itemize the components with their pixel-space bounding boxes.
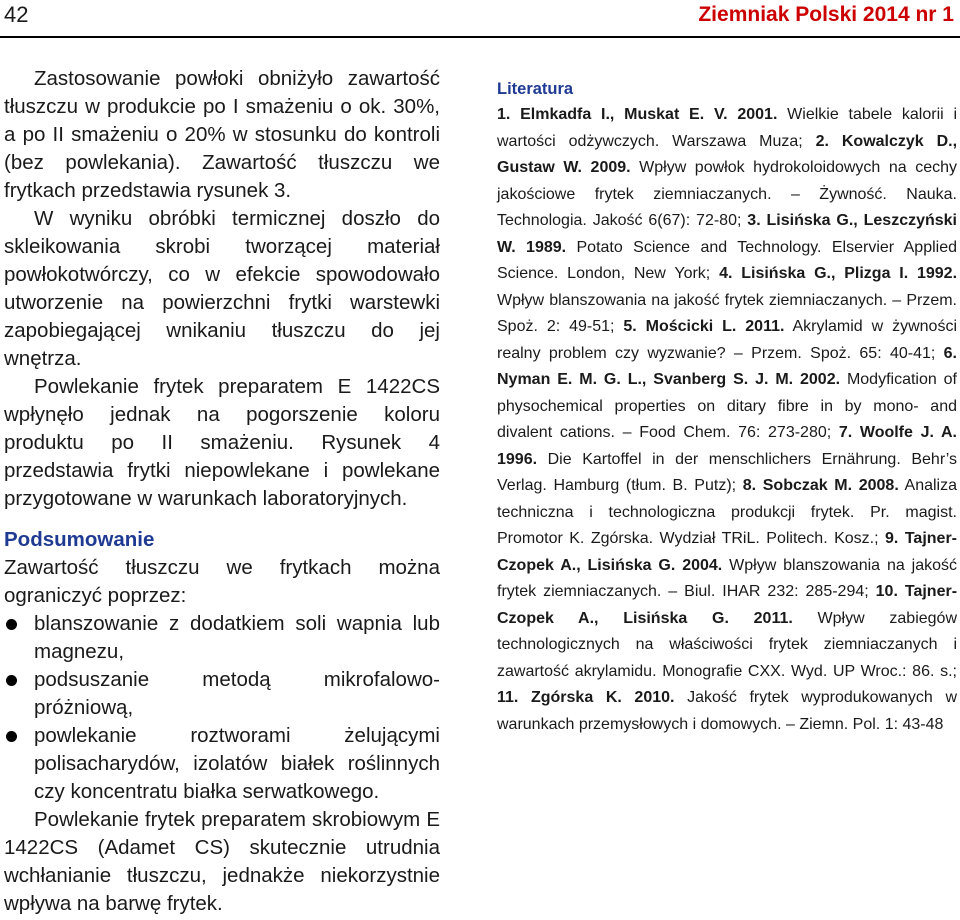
reference-text: Akrylamid w żywności realny problem czy wyzwanie? – Przem. Spoż. 65: 40-41; (497, 318, 957, 362)
reference-text: Wielkie tabele kalorii i wartości odżywczych. Warszawa Muza; (497, 106, 957, 150)
reference-author: Kowalczyk D., Gustaw W. 2009. (497, 132, 958, 176)
reference-text: Wpływ blanszowania na jakość frytek ziemniaczanych. – Przem. Spoż. 2: 49-51; (497, 291, 957, 335)
reference-author: Tajner-Czopek A., Lisińska G. 2004. (497, 530, 957, 574)
reference-number: 2. (815, 132, 842, 150)
reference-number: 3. (747, 212, 767, 229)
bullet-text: powlekanie roztworami żelującymi polisacharydów, izolatów białek roślinnych czy koncentratu białka serwatkowego. (34, 724, 440, 803)
reference-author: Lisińska G., Plizga I. 1992. (741, 265, 958, 282)
reference-author: Lisińska G., Leszczyński W. 1989. (497, 212, 958, 256)
list-item (4, 666, 440, 722)
page-number: 42 (4, 2, 29, 27)
reference-number: 10. (875, 583, 905, 600)
bullet-text: podsuszanie metodą mikrofalowo-próżniową, (34, 668, 440, 719)
reference-author: Woolfe J. A. 1996. (497, 424, 957, 468)
bullet-icon (6, 619, 17, 630)
reference-number: 1. (497, 106, 521, 123)
reference-number: 6. (943, 344, 957, 362)
summary-bullet-list (4, 610, 440, 806)
reference-number: 9. (885, 530, 905, 547)
list-item (4, 610, 440, 666)
paragraph-fat-content: Zastosowanie powłoki obniżyło zawartość tłuszczu w produkcie po I smażeniu o ok. 30%, a po II smażeniu o 20% w stosunku do kontroli (bez powlekania). Zawartość tłuszczu we frytkach przedstawia rysunek 3. (4, 67, 440, 202)
reference-author: Tajner-Czopek A., Lisińska G. 2011. (497, 583, 958, 627)
paragraph-conclusion: Powlekanie frytek preparatem skrobiowym E 1422CS (Adamet CS) skutecznie utrudnia wchłanianie tłuszczu, jednakże niekorzystnie wpływa na barwę frytek. (4, 808, 440, 915)
reference-author: Mościcki L. 2011. (645, 318, 785, 335)
header-rule (0, 36, 960, 38)
reference-text: Analiza techniczna i technologiczna produkcji frytek. Pr. magist. Promotor K. Zgórska. Wydział TRiL. Politech. Kosz.; (497, 477, 958, 547)
reference-number: 8. (742, 477, 763, 494)
literature-column (497, 76, 957, 738)
reference-item (497, 689, 957, 733)
reference-text: Potato Science and Technology. Elservier Applied Science. London, New York; (497, 238, 958, 282)
reference-list (497, 102, 957, 738)
reference-number: 7. (838, 424, 860, 441)
reference-text: Jakość frytek wyprodukowanych w warunkach przemysłowych i domowych. – Ziemn. Pol. 1: 43-48 (497, 689, 957, 733)
journal-title: Ziemniak Polski 2014 nr 1 (698, 3, 954, 26)
literature-heading: Literatura (497, 80, 574, 98)
reference-author: Elmkadfa I., Muskat E. V. 2001. (520, 106, 778, 123)
page-header (0, 0, 960, 40)
paragraph-heat-treatment: W wyniku obróbki termicznej doszło do skleikowania skrobi tworzącej materiał powłokotwórczy, co w efekcie spowodowało utworzenie na powierzchni frytki warstewki zapobiegającej wnikaniu tłuszczu do jej wnętrza. (4, 207, 440, 370)
reference-number: 5. (623, 318, 646, 335)
reference-text: Die Kartoffel in der menschlichers Ernährung. Behr’s Verlag. Hamburg (tłum. B. Putz); (497, 450, 957, 494)
list-item (4, 722, 440, 806)
bullet-icon (6, 675, 17, 686)
reference-text: Wpływ zabiegów technologicznych na właściwości frytek ziemniaczanych i zawartość akrylamidu. Monografie CXX. Wyd. UP Wroc.: 86. s.; (497, 609, 957, 680)
paragraph-coating-color: Powlekanie frytek preparatem E 1422CS wpłynęło jednak na pogorszenie koloru produktu po II smażeniu. Rysunek 4 przedstawia frytki niepowlekane i powlekane przygotowane w warunkach laboratoryjnych. (4, 375, 440, 510)
left-column (4, 65, 440, 918)
reference-text: Wpływ blanszowania na jakość frytek ziemniaczanych. – Biul. IHAR 232: 285-294; (497, 556, 957, 600)
reference-author: Nyman E. M. G. L., Svanberg S. J. M. 2002. (497, 371, 841, 388)
reference-number: 4. (719, 265, 742, 282)
reference-text: Wpływ powłok hydrokoloidowych na cechy jakościowe frytek ziemniaczanych. – Żywność. Nauka. Technologia. Jakość 6(67): 72-80; (497, 159, 957, 229)
reference-author: Zgórska K. 2010. (530, 689, 675, 706)
summary-intro: Zawartość tłuszczu we frytkach można ograniczyć poprzez: (4, 556, 440, 607)
reference-text: Modyfication of physochemical properties on ditary fibre in by mono- and divalent cations. – Food Chem. 76: 273-280; (497, 371, 957, 441)
summary-heading: Podsumowanie (4, 528, 155, 551)
reference-author: Sobczak M. 2008. (762, 477, 899, 494)
reference-number: 11. (497, 689, 531, 706)
bullet-icon (6, 731, 17, 742)
bullet-text: blanszowanie z dodatkiem soli wapnia lub magnezu, (34, 612, 440, 663)
